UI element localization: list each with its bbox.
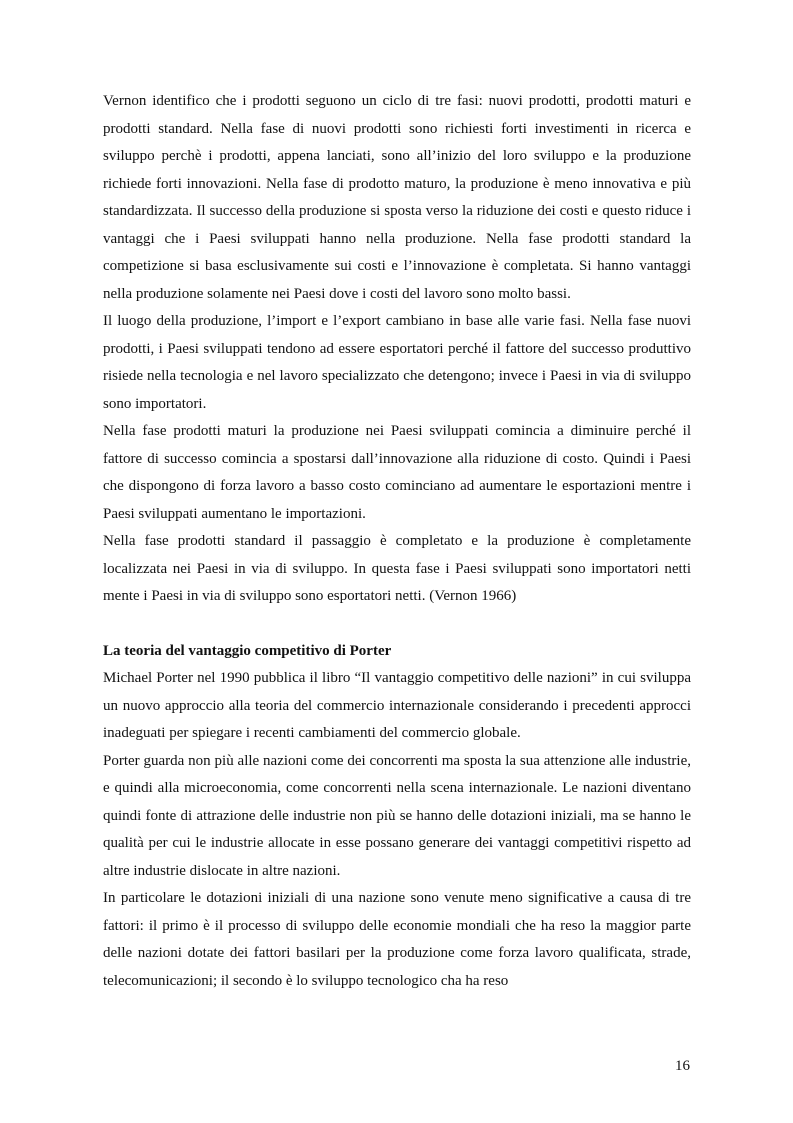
section-heading: La teoria del vantaggio competitivo di Porter — [103, 642, 392, 659]
page-number: 16 — [675, 1058, 690, 1074]
paragraph-vernon-phases: Vernon identifico che i prodotti seguono un ciclo di tre fasi: nuovi prodotti, prodotti maturi e prodotti standard. Nella fase di nuovi prodotti sono richiesti forti investimenti in ricerca e sviluppo perchè i prodotti, appena lanciati, sono all’inizio del loro sviluppo e la produzione richiede forti innovazioni. Nella fase di prodotto maturo, la produzione è meno innovativa e più standardizzata. Il successo della produzione si sposta verso la riduzione dei costi e questo riduce i vantaggi che i Paesi sviluppati hanno nella produzione. Nella fase prodotti standard la competizione si basa esclusivamente sui costi e l’innovazione è completata. Si hanno vantaggi nella produzione solamente nei Paesi dove i costi del lavoro sono molto bassi. — [103, 93, 691, 302]
paragraph-porter-industries: Porter guarda non più alle nazioni come dei concorrenti ma sposta la sua attenzione alle industrie, e quindi alla microeconomia, come concorrenti nella scena internazionale. Le nazioni diventano quindi fonte di attrazione delle industrie non più se hanno delle dotazioni iniziali, ma se hanno le qualità per cui le industrie allocate in esse possano generare dei vantaggi competitivi rispetto ad altre industrie dislocate in altre nazioni. — [103, 752, 691, 879]
paragraph-mature-products: Nella fase prodotti maturi la produzione nei Paesi sviluppati comincia a diminuire perché il fattore di successo comincia a spostarsi dall’innovazione alla riduzione di costo. Quindi i Paesi che dispongono di forza lavoro a basso costo cominciano ad aumentare le esportazioni mentre i Paesi sviluppati aumentano le importazioni. — [103, 423, 691, 522]
paragraph-porter-book: Michael Porter nel 1990 pubblica il libro “Il vantaggio competitivo delle nazioni” in cui sviluppa un nuovo approccio alla teoria del commercio internazionale considerando i precedenti approcci inadeguati per spiegare i recenti cambiamenti del commercio globale. — [103, 670, 691, 741]
document-page — [103, 88, 691, 995]
paragraph-standard-products: Nella fase prodotti standard il passaggio è completato e la produzione è completamente localizzata nei Paesi in via di sviluppo. In questa fase i Paesi sviluppati sono importatori netti mente i Paesi in via di sviluppo sono esportatori netti. (Vernon 1966) — [103, 533, 691, 604]
paragraph-production-location: Il luogo della produzione, l’import e l’export cambiano in base alle varie fasi. Nella fase nuovi prodotti, i Paesi sviluppati tendono ad essere esportatori perché il fattore del successo produttivo risiede nella tecnologia e nel lavoro specializzato che detengono; invece i Paesi in via di sviluppo sono importatori. — [103, 313, 691, 412]
paragraph-initial-endowments: In particolare le dotazioni iniziali di una nazione sono venute meno significative a causa di tre fattori: il primo è il processo di sviluppo delle economie mondiali che ha reso la maggior parte delle nazioni dotate dei fattori basilari per la produzione come forza lavoro qualificata, strade, telecomunicazioni; il secondo è lo sviluppo tecnologico cha ha reso — [103, 890, 691, 989]
